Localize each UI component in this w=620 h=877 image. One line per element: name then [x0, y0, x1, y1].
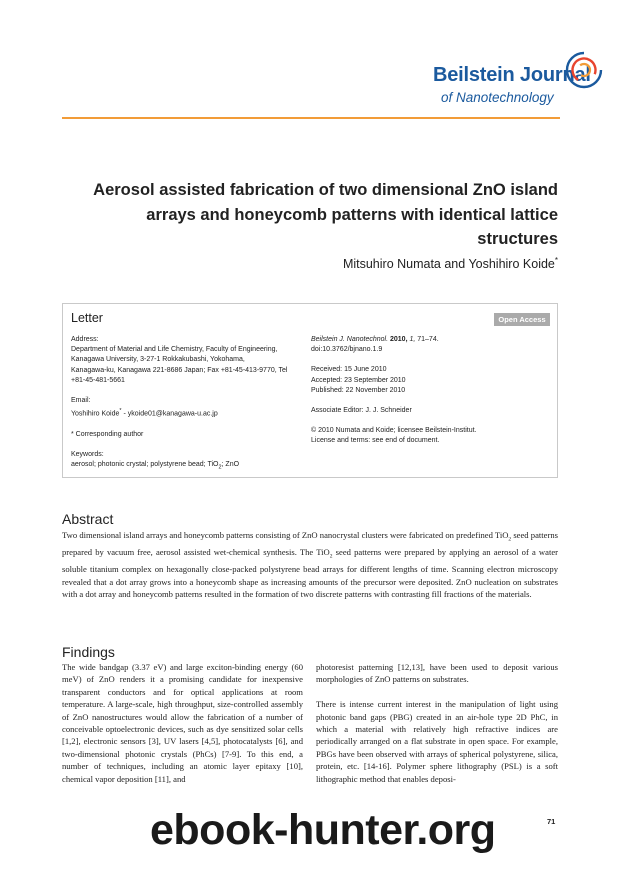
authors-text: Mitsuhiro Numata and Yoshihiro Koide — [342, 257, 555, 272]
page-number: 71 — [547, 817, 556, 826]
abstract-part: seed patterns prepared by vacuum free, aerosol assisted wet-chemical synthesis. The TiO — [62, 530, 558, 558]
corresponding-note: * Corresponding author — [71, 430, 144, 438]
findings-paragraph: The wide bandgap (3.37 eV) and large exciton-binding energy (60 meV) of ZnO renders it a promising candidate for inexpensive transparent conductors and for optical applications at room temperature. A large-scale, high throughput, size-controlled assembly of ZnO nanostructures would allow the fabrication of a number of conceivable optoelectronic devices, such as dye sensitized solar cells [1,2], electronic sensors [3], UV lasers [4,5], photocatalysts [6], and two-dimensional photonic crystals (PhCs) [7-9]. To this end, a number of techniques, including an atomic layer epitaxy [10], chemical vapor deposition [11], and — [62, 662, 303, 784]
accepted-date: Accepted: 23 September 2010 — [311, 376, 406, 384]
abstract-sub: 2 — [508, 536, 512, 543]
received-date: Received: 15 June 2010 — [311, 366, 387, 374]
associate-editor: Associate Editor: J. J. Schneider — [311, 407, 412, 415]
keywords-label: Keywords: — [71, 450, 104, 458]
abstract-part: Two dimensional island arrays and honeycomb patterns consisting of ZnO nanocrystal clusters were fabricated on predefined TiO — [62, 530, 509, 540]
citation-year: 2010, — [388, 336, 408, 343]
published-date: Published: 22 November 2010 — [311, 386, 406, 394]
info-right-column — [311, 335, 551, 447]
email-line — [71, 406, 311, 420]
findings-paragraph: photoresist patterning [12,13], have been used to deposit various morphologies of ZnO patterns on substrates. — [316, 662, 558, 685]
article-type: Letter — [71, 311, 103, 325]
citation-volume: 1, — [407, 336, 416, 343]
keywords — [71, 460, 311, 473]
citation-journal: Beilstein J. Nanotechnol. — [311, 336, 389, 343]
watermark: ebook-hunter.org — [150, 806, 496, 854]
address-line: Kanagawa University, 3-27-1 Rokkakubashi, Yokohama, — [71, 356, 245, 364]
open-access-badge: Open Access — [494, 313, 550, 326]
keywords-text-end: ; ZnO — [221, 461, 240, 469]
journal-logo-icon — [564, 50, 604, 90]
info-left-column — [71, 335, 311, 473]
article-authors — [343, 256, 558, 271]
email-author: Yoshihiro Koide — [71, 410, 120, 418]
article-title: Aerosol assisted fabrication of two dimensional ZnO island arrays and honeycomb patterns with identical lattice structures — [93, 181, 558, 248]
keywords-text: aerosol; photonic crystal; polystyrene bead; TiO — [71, 461, 219, 469]
email-address-link[interactable]: - ykoide01@kanagawa-u.ac.jp — [121, 410, 218, 418]
citation-pages: 71–74. — [415, 336, 439, 343]
license[interactable]: License and terms: see end of document. — [311, 437, 440, 445]
journal-subtitle: of Nanotechnology — [441, 90, 554, 105]
abstract-heading: Abstract — [62, 511, 114, 527]
citation — [311, 335, 551, 345]
address-label: Address: — [71, 336, 99, 343]
abstract-part: seed patterns were prepared by applying an aerosol of a water soluble titanium complex on hexagonally close-packed polystyrene bead arrays for different lengths of time. Scanning electron microscopy revealed that a dot array grows into a honeycomb shape as increasing amounts of the precursor were deposited. ZnO nucleation on substrates with a dot array and honeycomb patterns resulted in the formation of two discrete patterns with contrasting fill fractions of the materials. — [62, 547, 559, 600]
abstract-sub: 2 — [329, 553, 333, 560]
corresponding-mark: * — [554, 256, 558, 265]
keywords-sub: 2 — [218, 464, 222, 471]
journal-name: Beilstein Journal — [433, 64, 591, 86]
findings-heading: Findings — [62, 644, 115, 660]
email-label: Email: — [71, 397, 91, 405]
findings-column-right — [316, 661, 558, 785]
address-line: +81-45-481-5661 — [71, 376, 125, 384]
address-line: Department of Material and Life Chemistry, Faculty of Engineering, — [71, 346, 278, 354]
copyright: © 2010 Numata and Koide; licensee Beilstein-Institut. — [311, 427, 477, 435]
email-mark: * — [119, 408, 122, 415]
findings-column-left — [62, 661, 303, 785]
address-line: Kanagawa-ku, Kanagawa 221-8686 Japan; Fax +81-45-413-9770, Tel — [71, 366, 288, 374]
abstract-text — [62, 529, 558, 600]
header-rule — [62, 117, 560, 119]
findings-paragraph: There is intense current interest in the manipulation of light using photonic band gaps (PBG) created in an air-hole type 2D PhC, in which a material with relatively high refractive indices are periodically arranged on a flat substrate in open space. For example, PBGs have been observed with arrays of spherical polystyrene, silica, protein, etc. [14-16]. Polymer sphere lithography (PSL) is a soft lithographic method that enables deposi- — [316, 699, 558, 784]
doi-link[interactable]: doi:10.3762/bjnano.1.9 — [311, 346, 383, 354]
